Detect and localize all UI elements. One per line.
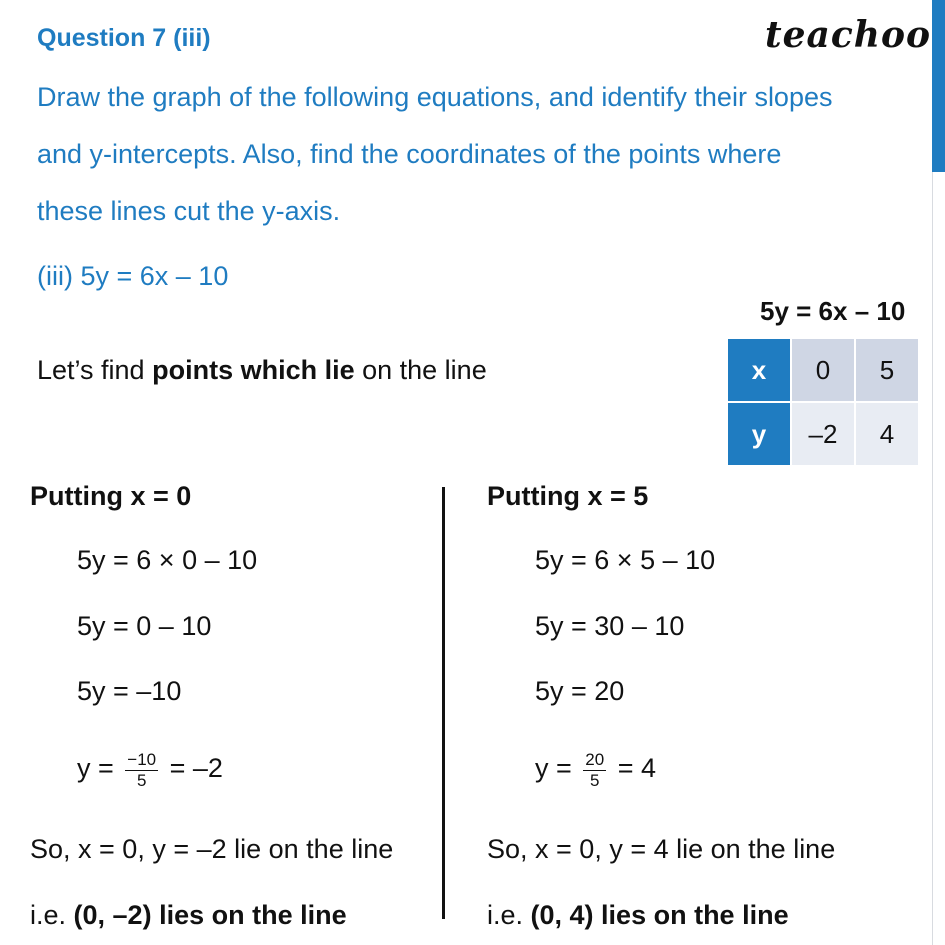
intro-text [37,355,487,386]
left-step-1: 5y = 6 × 0 – 10 [77,545,258,575]
right-frac-den: 5 [590,770,600,790]
question-title: Question 7 (iii) [37,24,211,52]
left-frac-post: = –2 [162,753,223,784]
left-step-2: 5y = 0 – 10 [77,611,212,641]
column-divider [442,487,445,919]
left-heading: Putting x = 0 [30,481,192,511]
right-step-2: 5y = 30 – 10 [535,611,685,641]
table-caption: 5y = 6x – 10 [760,296,906,326]
right-frac-pre: y = [535,753,580,784]
points-table [726,337,920,467]
table-cell: 4 [855,402,919,466]
scrollbar-track[interactable] [932,172,945,945]
right-step-1: 5y = 6 × 5 – 10 [535,545,716,575]
intro-pre: Let’s find [37,355,153,385]
left-fraction [125,750,158,790]
right-fraction [583,750,606,790]
left-ie-bold: (0, –2) lies on the line [73,900,347,930]
teachoo-logo: teachoo [765,14,931,56]
left-ie [30,900,347,931]
table-header-x: x [727,338,791,402]
right-frac-post: = 4 [610,753,656,784]
left-frac-pre: y = [77,753,122,784]
right-step-3: 5y = 20 [535,676,625,706]
question-part: (iii) 5y = 6x – 10 [37,261,229,291]
right-heading: Putting x = 5 [487,481,649,511]
intro-bold: points which lie [152,355,355,385]
right-ie-bold: (0, 4) lies on the line [530,900,789,930]
table-header-y: y [727,402,791,466]
right-conclusion: So, x = 0, y = 4 lie on the line [487,834,836,864]
table-cell: 5 [855,338,919,402]
left-frac-num: −10 [127,750,157,769]
left-conclusion: So, x = 0, y = –2 lie on the line [30,834,394,864]
right-fraction-line [535,750,656,790]
left-frac-den: 5 [136,770,147,790]
table-cell: 0 [791,338,855,402]
table-row-y [727,402,919,466]
question-line-3: these lines cut the y-axis. [37,196,341,226]
intro-post: on the line [354,355,487,385]
table-row-x [727,338,919,402]
question-line-1: Draw the graph of the following equations, and identify their slopes [37,82,833,112]
left-step-3: 5y = –10 [77,676,182,706]
left-fraction-line [77,750,223,790]
table-cell: –2 [791,402,855,466]
sidebar-accent-bar [932,0,945,172]
right-ie-pre: i.e. [487,900,531,930]
left-ie-pre: i.e. [30,900,74,930]
right-ie [487,900,789,931]
question-line-2: and y-intercepts. Also, find the coordinates of the points where [37,139,782,169]
right-frac-num: 20 [585,750,605,769]
